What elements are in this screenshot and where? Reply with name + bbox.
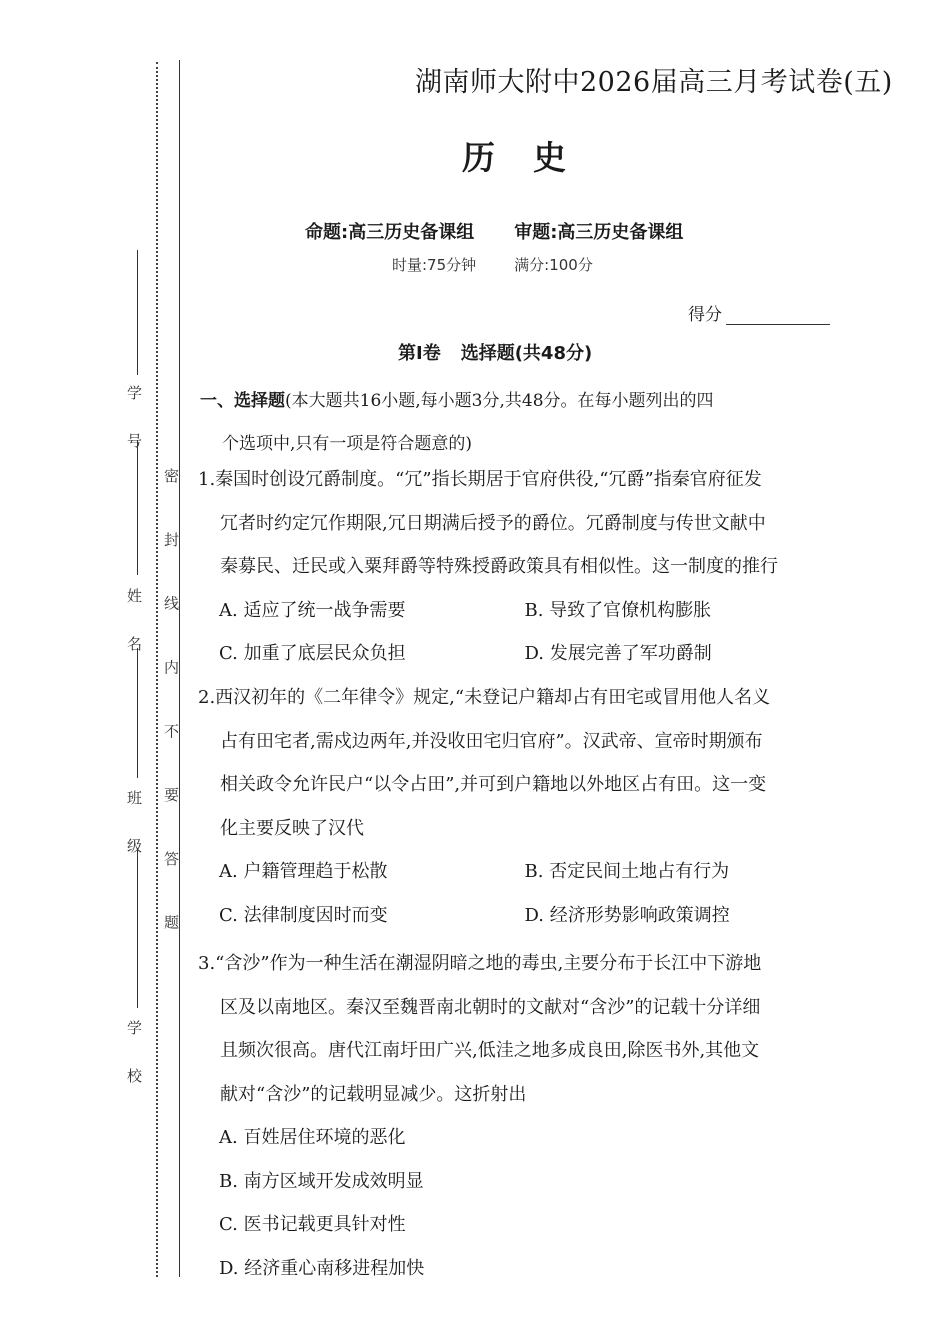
question-1-options-row-2 (198, 632, 830, 676)
question-1-options-row-1 (198, 589, 830, 633)
score-label: 得分 (688, 305, 722, 325)
student-id-label: 学 号 (125, 385, 143, 462)
question-2-line-3: 相关政令允许民户“以令占田”,并可到户籍地以外地区占有田。这一变 (220, 774, 767, 795)
score-blank[interactable] (726, 308, 830, 325)
question-1-line-1: 1.秦国时创设冗爵制度。“冗”指长期居于官府供役,“冗爵”指秦官府征发 (198, 469, 762, 490)
student-id-blank[interactable] (137, 250, 138, 375)
part-title: 选择题(共48分) (460, 343, 593, 364)
section-title: 一、选择题 (200, 391, 285, 411)
question-1 (198, 458, 830, 676)
question-1-option-a[interactable]: A. 适应了统一战争需要 (219, 599, 406, 621)
question-2-option-d[interactable]: D. 经济形势影响政策调控 (524, 904, 730, 926)
section-instructions-1: (本大题共16小题,每小题3分,共48分。在每小题列出的四 (285, 391, 714, 411)
duration: 时量:75分钟 (392, 256, 477, 274)
question-2-line-4: 化主要反映了汉代 (220, 817, 364, 839)
school-blank[interactable] (137, 848, 138, 1008)
question-2-option-c[interactable]: C. 法律制度因时而变 (219, 904, 388, 926)
question-2 (198, 676, 830, 937)
question-1-line-2: 冗者时约定冗作期限,冗日期满后授予的爵位。冗爵制度与传世文献中 (220, 512, 766, 534)
question-3-line-4: 献对“含沙”的记载明显减少。这折射出 (220, 1083, 527, 1105)
section-heading (200, 380, 830, 466)
question-2-option-b[interactable]: B. 否定民间土地占有行为 (524, 861, 730, 882)
part-heading (398, 339, 592, 365)
section-instructions-2: 个选项中,只有一项是符合题意的) (222, 434, 473, 454)
question-3-option-d[interactable]: D. 经济重心南移进程加快 (219, 1257, 425, 1279)
question-3-option-c[interactable]: C. 医书记载更具针对性 (219, 1214, 406, 1235)
question-2-line-2: 占有田宅者,需戍边两年,并没收田宅归官府”。汉武帝、宣帝时期颁布 (220, 730, 763, 752)
question-1-option-d[interactable]: D. 发展完善了军功爵制 (524, 643, 712, 664)
question-2-options-row-1 (198, 850, 830, 894)
question-1-option-b[interactable]: B. 导致了官僚机构膨胀 (524, 599, 712, 621)
question-3-option-b[interactable]: B. 南方区域开发成效明显 (219, 1170, 424, 1192)
seal-notice: 密 封 线 内 不 要 答 题 (162, 468, 180, 952)
subject-title: 历史 (462, 138, 604, 177)
setter: 命题:高三历史备课组 (305, 222, 475, 243)
exam-title: 湖南师大附中2026届高三月考试卷(五) (415, 67, 893, 98)
timing-line (392, 254, 593, 275)
name-label: 姓 名 (125, 588, 143, 665)
question-3-line-1: 3.“含沙”作为一种生活在潮湿阴暗之地的毒虫,主要分布于长江中下游地 (198, 953, 762, 974)
name-blank[interactable] (137, 440, 138, 575)
class-blank[interactable] (137, 648, 138, 778)
part-name: 第Ⅰ卷 (398, 343, 441, 364)
question-1-line-3: 秦募民、迁民或入粟拜爵等特殊授爵政策具有相似性。这一制度的推行 (220, 556, 778, 577)
binding-dotted-line (156, 62, 158, 1277)
question-2-line-1: 2.西汉初年的《二年律令》规定,“未登记户籍却占有田宅或冒用他人名义 (198, 687, 771, 708)
question-3-option-a[interactable]: A. 百姓居住环境的恶化 (219, 1127, 406, 1148)
school-label: 学 校 (125, 1020, 143, 1097)
authors-line (305, 218, 683, 244)
score-field (688, 300, 830, 325)
question-3 (198, 942, 830, 1290)
question-2-option-a[interactable]: A. 户籍管理趋于松散 (219, 861, 388, 882)
question-3-line-3: 且频次很高。唐代江南圩田广兴,低洼之地多成良田,除医书外,其他文 (220, 1040, 760, 1061)
question-2-options-row-2 (198, 894, 830, 938)
section-line-1 (200, 380, 830, 423)
reviewer: 审题:高三历史备课组 (514, 222, 684, 243)
full-score: 满分:100分 (514, 256, 593, 274)
question-1-option-c[interactable]: C. 加重了底层民众负担 (219, 643, 406, 664)
question-3-line-2: 区及以南地区。秦汉至魏晋南北朝时的文献对“含沙”的记载十分详细 (220, 996, 761, 1018)
class-label: 班 级 (125, 790, 143, 867)
